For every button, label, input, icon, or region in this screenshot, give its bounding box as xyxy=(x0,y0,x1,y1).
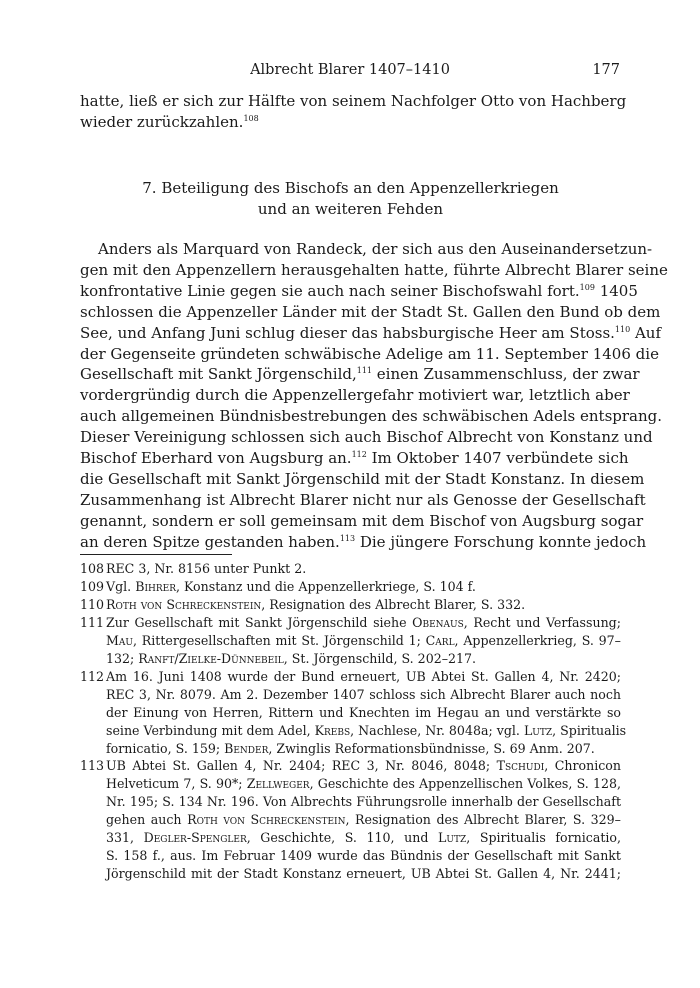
text-line xyxy=(80,323,662,344)
author-name: Lutz xyxy=(523,722,553,738)
running-title: Albrecht Blarer 1407–1410 xyxy=(250,62,450,78)
text-line xyxy=(80,260,668,281)
text-segment: an deren Spitze gestanden haben. xyxy=(80,532,340,551)
text-line xyxy=(80,112,621,133)
text-segment: der Gegenseite gründeten schwäbische Adelige am 11. September 1406 die xyxy=(80,344,659,363)
text-segment: hatte, ließ er sich zur Hälfte von seinem Nachfolger Otto von Hachberg xyxy=(80,92,627,110)
author-name: Tschudi xyxy=(496,758,545,774)
text-line xyxy=(80,302,661,323)
text-segment: Nr. 195; S. 134 Nr. 196. Von Albrechts Führungsrolle innerhalb der Gesellschaft xyxy=(106,794,621,810)
footnote-line xyxy=(106,722,627,740)
text-segment: Zusammenhang ist Albrecht Blarer nicht nur als Genosse der Gesellschaft xyxy=(80,490,646,509)
text-segment: seine Verbindung mit dem Adel, xyxy=(106,722,315,738)
footnote-line xyxy=(106,740,621,758)
text-line xyxy=(80,469,645,490)
footnote-line xyxy=(106,775,621,793)
footnote-ref[interactable]: 108 xyxy=(243,113,259,123)
text-segment: Dieser Vereinigung schlossen sich auch Bischof Albrecht von Konstanz und xyxy=(80,428,653,447)
text-segment: Zur Gesellschaft mit Sankt Jörgenschild siehe xyxy=(106,614,413,630)
footnote-line xyxy=(106,578,621,596)
footnote-number: 113 xyxy=(80,758,105,774)
text-segment: vordergründig durch die Appenzellergefahr motiviert war, letztlich aber xyxy=(80,386,630,405)
text-segment: See, und Anfang Juni schlug dieser das habsburgische Heer am Stoss. xyxy=(80,323,615,342)
text-segment: , St. Jörgenschild, S. 202–217. xyxy=(283,650,477,666)
footnote-110 xyxy=(80,596,621,614)
footnote-number: 112 xyxy=(80,668,105,684)
text-line xyxy=(80,427,653,448)
footnote-112 xyxy=(80,668,627,758)
text-segment: wieder zurückzahlen. xyxy=(80,112,244,131)
author-name: Obenaus xyxy=(412,614,464,630)
author-name: Zellweger xyxy=(246,776,310,792)
text-segment: , Rittergesellschaften mit St. Jörgenschild 1; xyxy=(132,632,426,648)
text-segment: einen Zusammenschluss, der zwar xyxy=(372,365,640,384)
text-segment: S. 158 f., aus. Im Februar 1409 wurde das Bündnis der Gesellschaft mit Sankt xyxy=(106,848,621,864)
text-segment: 1405 xyxy=(594,281,638,300)
text-segment: , Spiritualis fornicatio, xyxy=(466,830,622,846)
text-segment: schlossen die Appenzeller Länder mit der Stadt St. Gallen den Bund ob dem xyxy=(80,302,661,321)
text-segment: , Chronicon xyxy=(544,758,621,774)
text-line xyxy=(80,281,638,302)
text-segment: Anders als Marquard von Randeck, der sich aus den Auseinandersetzun- xyxy=(98,240,653,258)
footnote-line xyxy=(106,596,621,614)
footnote-ref[interactable]: 110 xyxy=(614,324,631,334)
text-segment: gehen auch xyxy=(106,812,188,828)
text-segment: , Recht und Verfassung; xyxy=(463,614,621,630)
text-segment: die Gesellschaft mit Sankt Jörgenschild mit der Stadt Konstanz. In diesem xyxy=(80,469,645,488)
text-segment: , Appenzellerkrieg, S. 97– xyxy=(454,632,621,648)
footnote-rule xyxy=(80,554,232,555)
author-name: Roth von Schreckenstein xyxy=(106,596,262,612)
text-segment: , Konstanz und die Appenzellerkriege, S. 104 f. xyxy=(175,578,476,594)
author-name: Carl xyxy=(425,632,455,648)
text-line xyxy=(80,344,659,365)
text-line xyxy=(80,490,646,511)
author-name: Bender xyxy=(224,740,269,756)
text-segment: Bischof Eberhard von Augsburg an. xyxy=(80,449,352,468)
footnote-line xyxy=(106,847,621,865)
page-number: 177 xyxy=(592,62,620,78)
text-segment: Gesellschaft mit Sankt Jörgenschild, xyxy=(80,365,357,384)
text-line xyxy=(80,448,629,469)
footnote-109 xyxy=(80,578,621,596)
text-line xyxy=(80,406,663,427)
text-line xyxy=(80,239,653,260)
text-line xyxy=(80,364,640,385)
footnote-108 xyxy=(80,560,621,578)
text-segment: 132; xyxy=(106,650,139,666)
footnote-number: 111 xyxy=(80,614,105,630)
author-name: Lutz xyxy=(438,830,467,846)
footnote-line xyxy=(106,632,621,650)
footnote-line xyxy=(106,829,621,847)
text-line xyxy=(80,511,644,532)
text-segment: UB Abtei St. Gallen 4, Nr. 2404; REC 3, Nr. 8046, 8048; xyxy=(106,758,497,774)
text-segment: , Spiritualis xyxy=(552,722,627,738)
text-segment: Die jüngere Forschung konnte jedoch xyxy=(355,532,647,551)
author-name: Mau xyxy=(106,632,133,648)
footnote-line xyxy=(106,865,621,883)
text-segment: Jörgenschild mit der Stadt Konstanz erneuert, UB Abtei St. Gallen 4, Nr. 2441; xyxy=(106,866,621,882)
footnote-number: 108 xyxy=(80,561,105,576)
footnote-line xyxy=(106,614,621,632)
footnote-line xyxy=(106,560,621,578)
text-segment: gen mit den Appenzellern herausgehalten hatte, führte Albrecht Blarer seine xyxy=(80,260,668,279)
section-heading xyxy=(80,178,621,219)
text-segment: , Zwinglis Reformationsbündnisse, S. 69 Anm. 207. xyxy=(268,740,595,756)
text-segment: Am 16. Juni 1408 wurde der Bund erneuert, UB Abtei St. Gallen 4, Nr. 2420; xyxy=(106,668,621,684)
text-segment: Vgl. xyxy=(106,578,136,594)
text-segment: Auf xyxy=(630,323,662,342)
footnote-line xyxy=(106,704,621,722)
footnote-ref[interactable]: 109 xyxy=(579,282,595,292)
footnote-line xyxy=(106,793,621,811)
author-name: Roth von Schreckenstein xyxy=(187,812,346,828)
footnotes xyxy=(80,560,627,883)
text-segment: REC 3, Nr. 8079. Am 2. Dezember 1407 schloss sich Albrecht Blarer auch noch xyxy=(106,686,621,702)
footnote-line xyxy=(106,811,621,829)
carryover-paragraph xyxy=(80,91,627,133)
text-segment: Helveticum 7, S. 90*; xyxy=(106,776,247,792)
footnote-line xyxy=(106,650,621,668)
text-segment: fornicatio, S. 159; xyxy=(106,740,225,756)
author-name: Bihrer xyxy=(135,578,176,594)
text-segment: auch allgemeinen Bündnisbestrebungen des schwäbischen Adels entsprang. xyxy=(80,407,663,426)
main-paragraph xyxy=(80,239,668,553)
text-line xyxy=(80,385,630,406)
text-line xyxy=(80,91,627,112)
author-name: Degler-Spengler xyxy=(143,830,247,846)
footnote-ref[interactable]: 111 xyxy=(356,366,373,376)
text-segment: , Geschichte des Appenzellischen Volkes, S. 128, xyxy=(309,776,621,792)
text-segment: , Nachlese, Nr. 8048a; vgl. xyxy=(350,722,524,738)
author-name: Krebs xyxy=(314,722,351,738)
text-line xyxy=(80,532,647,553)
text-segment: REC 3, Nr. 8156 unter Punkt 2. xyxy=(106,561,307,576)
text-segment: konfrontative Linie gegen sie auch nach seiner Bischofswahl fort. xyxy=(80,281,580,300)
footnote-111 xyxy=(80,614,621,668)
footnote-ref[interactable]: 113 xyxy=(339,533,356,543)
footnote-ref[interactable]: 112 xyxy=(351,450,367,460)
footnote-line xyxy=(106,686,621,704)
footnote-113 xyxy=(80,757,621,883)
text-segment: , Resignation des Albrecht Blarer, S. 329– xyxy=(345,812,621,828)
footnote-number: 110 xyxy=(80,596,105,612)
heading-line: und an weiteren Fehden xyxy=(257,199,444,218)
footnote-number: 109 xyxy=(80,578,105,594)
text-segment: , Resignation des Albrecht Blarer, S. 332. xyxy=(261,596,526,612)
text-segment: genannt, sondern er soll gemeinsam mit dem Bischof von Augsburg sogar xyxy=(80,511,644,530)
text-segment: 331, xyxy=(106,830,144,846)
text-segment: Im Oktober 1407 verbündete sich xyxy=(366,449,629,468)
author-name: Ranft/Zielke-Dünnebeil xyxy=(138,650,284,666)
footnote-line xyxy=(106,757,621,775)
running-head xyxy=(80,62,620,84)
footnote-line xyxy=(106,668,621,686)
heading-line: 7. Beteiligung des Bischofs an den Appenzellerkriegen xyxy=(142,179,559,197)
text-segment: der Einung von Herren, Rittern und Knechten im Hegau an und verstärkte so xyxy=(106,704,621,720)
text-segment: , Geschichte, S. 110, und xyxy=(246,830,439,846)
